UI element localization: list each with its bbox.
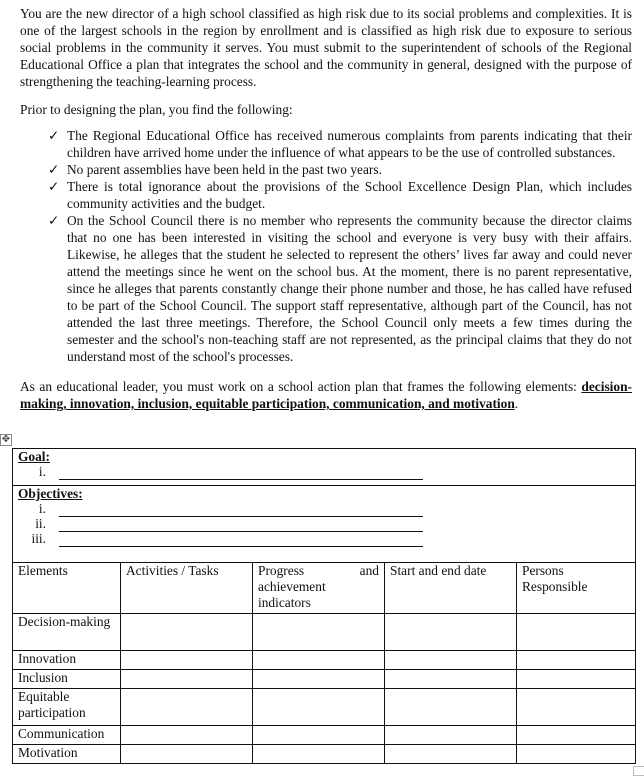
action-plan-table xyxy=(12,448,636,764)
empty-cell[interactable] xyxy=(253,745,385,764)
finding-text: No parent assemblies have been held in the past two years. xyxy=(67,162,382,177)
task-paragraph xyxy=(20,378,632,412)
table-move-handle-icon[interactable]: ✥ xyxy=(1,434,11,445)
list-item xyxy=(48,161,632,178)
checkmark-icon: ✓ xyxy=(48,162,60,177)
intro-paragraph: You are the new director of a high school classified as high risk due to its social problems and complexities. It is one of the largest schools in the region by enrollment and is classified as high risk due to exposure to serious social problems in the community it serves. You must submit to the superintendent of schools of the Regional Educational Office a plan that integrates the school and the community in general, designed with the purpose of strengthening the teaching-learning process. xyxy=(20,6,632,89)
element-cell: Motivation xyxy=(13,745,121,764)
empty-cell[interactable] xyxy=(385,689,517,726)
findings-list xyxy=(48,127,632,365)
objective-blank-line[interactable] xyxy=(59,534,423,547)
finding-text: There is total ignorance about the provisions of the School Excellence Design Plan, which includes community activities and the budget. xyxy=(67,179,632,211)
empty-cell[interactable] xyxy=(517,745,636,764)
empty-cell[interactable] xyxy=(121,651,253,670)
empty-cell[interactable] xyxy=(121,689,253,726)
header-responsible: Persons Responsible xyxy=(517,563,636,614)
list-item xyxy=(48,127,632,161)
objectives-cell xyxy=(13,486,636,563)
empty-cell[interactable] xyxy=(385,651,517,670)
task-suffix: . xyxy=(514,396,519,411)
empty-cell[interactable] xyxy=(253,689,385,726)
empty-cell[interactable] xyxy=(517,726,636,745)
header-progress-part: Progress xyxy=(258,563,305,578)
goal-number: i. xyxy=(38,464,46,479)
header-progress-part: achievement indicators xyxy=(258,579,326,610)
objective-blank-line[interactable] xyxy=(59,504,423,517)
table-row xyxy=(13,726,636,745)
header-dates: Start and end date xyxy=(385,563,517,614)
empty-cell[interactable] xyxy=(253,651,385,670)
element-cell: Decision-making xyxy=(13,614,121,651)
objective-number: i. xyxy=(38,501,46,516)
header-activities: Activities / Tasks xyxy=(121,563,253,614)
empty-cell[interactable] xyxy=(253,670,385,689)
empty-cell[interactable] xyxy=(253,614,385,651)
empty-cell[interactable] xyxy=(385,745,517,764)
empty-cell[interactable] xyxy=(385,614,517,651)
objectives-row xyxy=(13,486,636,563)
checkmark-icon: ✓ xyxy=(48,128,60,143)
empty-cell[interactable] xyxy=(253,726,385,745)
table-resize-handle[interactable] xyxy=(633,766,644,776)
table-row xyxy=(13,651,636,670)
empty-cell[interactable] xyxy=(121,670,253,689)
empty-cell[interactable] xyxy=(517,670,636,689)
table-row xyxy=(13,614,636,651)
finding-text: The Regional Educational Office has received numerous complaints from parents indicating that their children have arrived home under the influence of what appears to be the use of controlled substances. xyxy=(67,128,632,160)
empty-cell[interactable] xyxy=(121,614,253,651)
header-progress-part: and xyxy=(359,563,379,578)
goal-cell xyxy=(13,449,636,486)
objectives-label: Objectives: xyxy=(18,486,83,501)
finding-text: On the School Council there is no member who represents the community because the director claims that no one has been interested in visiting the school and everyone is very busy with their affairs. Likewise, he alleges that the student he selected to represent the others’ lives far away and could never attend the meetings since he went on the school bus. At the moment, there is no parent representative, since he alleges that parents constantly change their phone number and those, he has called have refused to be part of the School Council. The support staff representative, although part of the Council, has not attended the last three meetings. Therefore, the School Council only meets a few times during the semester and the school's non-teaching staff are not represented, as the principal claims that they do not understand most of the school's processes. xyxy=(67,213,632,364)
empty-cell[interactable] xyxy=(121,726,253,745)
header-progress xyxy=(253,563,385,614)
empty-cell[interactable] xyxy=(121,745,253,764)
objective-number: iii. xyxy=(31,531,46,546)
element-cell: Innovation xyxy=(13,651,121,670)
goal-label: Goal: xyxy=(18,449,50,464)
findings-intro: Prior to designing the plan, you find the following: xyxy=(20,102,293,117)
empty-cell[interactable] xyxy=(385,726,517,745)
element-cell: Communication xyxy=(13,726,121,745)
empty-cell[interactable] xyxy=(517,651,636,670)
task-text: As an educational leader, you must work on a school action plan that frames the following elements: xyxy=(20,379,582,394)
table-row xyxy=(13,745,636,764)
element-cell: Inclusion xyxy=(13,670,121,689)
header-elements: Elements xyxy=(13,563,121,614)
objective-blank-line[interactable] xyxy=(59,519,423,532)
table-row xyxy=(13,689,636,726)
checkmark-icon: ✓ xyxy=(48,179,60,194)
objective-number: ii. xyxy=(35,516,46,531)
empty-cell[interactable] xyxy=(517,689,636,726)
table-row xyxy=(13,670,636,689)
header-row xyxy=(13,563,636,614)
list-item xyxy=(48,178,632,212)
element-cell: Equitable participation xyxy=(13,689,121,726)
checkmark-icon: ✓ xyxy=(48,213,60,228)
goal-blank-line[interactable] xyxy=(59,467,423,480)
goal-row xyxy=(13,449,636,486)
task-elements: decision-making, innovation, inclusion, equitable participation, communication, and motivation xyxy=(20,379,632,411)
empty-cell[interactable] xyxy=(385,670,517,689)
list-item xyxy=(48,212,632,365)
empty-cell[interactable] xyxy=(517,614,636,651)
